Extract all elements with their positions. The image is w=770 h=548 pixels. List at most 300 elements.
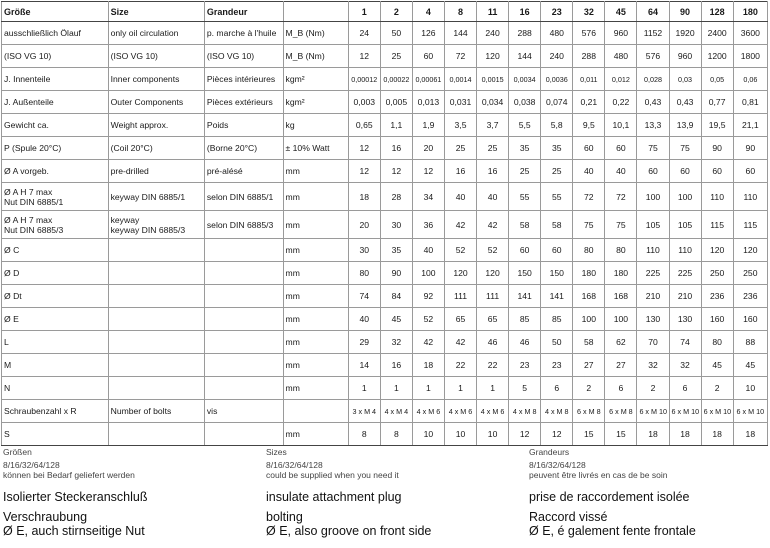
- value-cell: 160: [701, 308, 733, 331]
- table-row: [2, 285, 768, 308]
- value-cell: 120: [477, 45, 509, 68]
- row-label-de: ausschließlich Ölauf: [2, 22, 109, 45]
- value-cell: 130: [637, 308, 669, 331]
- row-label-fr: vis: [204, 400, 283, 423]
- value-cell: 0,012: [605, 68, 637, 91]
- value-cell: 45: [701, 354, 733, 377]
- row-label-de: Schraubenzahl x R: [2, 400, 109, 423]
- header-size: 23: [541, 2, 573, 22]
- value-cell: 42: [444, 211, 476, 239]
- value-cell: 90: [380, 262, 412, 285]
- value-cell: 236: [733, 285, 767, 308]
- header-fr: Grandeur: [204, 2, 283, 22]
- value-cell: 85: [509, 308, 541, 331]
- value-cell: 1200: [701, 45, 733, 68]
- header-size: 11: [477, 2, 509, 22]
- table-row: [2, 377, 768, 400]
- row-unit: kgm²: [283, 91, 348, 114]
- value-cell: 0,005: [380, 91, 412, 114]
- value-cell: 36: [412, 211, 444, 239]
- row-unit: ± 10% Watt: [283, 137, 348, 160]
- value-cell: 0,03: [669, 68, 701, 91]
- footnote-sizes: 8/16/32/64/128: [266, 460, 323, 470]
- value-cell: 24: [348, 22, 380, 45]
- value-cell: 6 x M 10: [733, 400, 767, 423]
- footnote-de: [3, 447, 148, 538]
- value-cell: 1152: [637, 22, 669, 45]
- specification-table: [1, 1, 768, 446]
- value-cell: 10: [733, 377, 767, 400]
- row-unit: mm: [283, 211, 348, 239]
- value-cell: 32: [637, 354, 669, 377]
- value-cell: 6: [605, 377, 637, 400]
- value-cell: 0,81: [733, 91, 767, 114]
- header-size: 64: [637, 2, 669, 22]
- value-cell: 92: [412, 285, 444, 308]
- header-size: 90: [669, 2, 701, 22]
- value-cell: 40: [444, 183, 476, 211]
- value-cell: 25: [541, 160, 573, 183]
- footnote-bolt: bolting: [266, 510, 303, 524]
- value-cell: 12: [380, 160, 412, 183]
- value-cell: 4 x M 8: [541, 400, 573, 423]
- value-cell: 100: [573, 308, 605, 331]
- row-label-de: Gewicht ca.: [2, 114, 109, 137]
- value-cell: 0,0036: [541, 68, 573, 91]
- value-cell: 120: [444, 262, 476, 285]
- row-unit: [283, 400, 348, 423]
- row-label-en: (Coil 20°C): [108, 137, 204, 160]
- footnote-groove: Ø E, auch stirnseitige Nut: [3, 524, 145, 538]
- value-cell: 0,0015: [477, 68, 509, 91]
- footnote-plug: insulate attachment plug: [266, 490, 402, 504]
- row-label-fr: [204, 262, 283, 285]
- value-cell: 6 x M 8: [573, 400, 605, 423]
- footnote-sizes: 8/16/32/64/128: [3, 460, 60, 470]
- value-cell: 70: [637, 331, 669, 354]
- footnote-bolt: Verschraubung: [3, 510, 88, 524]
- row-label-fr: pré-alésé: [204, 160, 283, 183]
- row-label-de: L: [2, 331, 109, 354]
- value-cell: 40: [412, 239, 444, 262]
- value-cell: 250: [733, 262, 767, 285]
- row-unit: M_B (Nm): [283, 45, 348, 68]
- row-label-en: [108, 354, 204, 377]
- header-de: Größe: [2, 2, 109, 22]
- value-cell: 60: [573, 137, 605, 160]
- value-cell: 3600: [733, 22, 767, 45]
- value-cell: 42: [477, 211, 509, 239]
- row-label-fr: (Borne 20°C): [204, 137, 283, 160]
- value-cell: 88: [733, 331, 767, 354]
- row-unit: mm: [283, 285, 348, 308]
- value-cell: 4 x M 6: [477, 400, 509, 423]
- value-cell: 60: [541, 239, 573, 262]
- value-cell: 50: [380, 22, 412, 45]
- footnote-bolt: Raccord vissé: [529, 510, 608, 524]
- footnote-plug: Isolierter Steckeranschluß: [3, 490, 148, 504]
- value-cell: 1920: [669, 22, 701, 45]
- value-cell: 1: [380, 377, 412, 400]
- row-label-de: J. Innenteile: [2, 68, 109, 91]
- value-cell: 2: [637, 377, 669, 400]
- table-row: [2, 400, 768, 423]
- value-cell: 18: [669, 423, 701, 446]
- value-cell: 75: [573, 211, 605, 239]
- row-label-fr: [204, 423, 283, 446]
- value-cell: 84: [380, 285, 412, 308]
- header-unit: [283, 2, 348, 22]
- footnote-sizes: 8/16/32/64/128: [529, 460, 586, 470]
- value-cell: 60: [733, 160, 767, 183]
- value-cell: 23: [541, 354, 573, 377]
- footnote-groove: Ø E, é galement fente frontale: [529, 524, 696, 538]
- value-cell: 1800: [733, 45, 767, 68]
- row-label-fr: Poids: [204, 114, 283, 137]
- footnote-groove: Ø E, also groove on front side: [266, 524, 432, 538]
- value-cell: 0,0034: [509, 68, 541, 91]
- value-cell: 29: [348, 331, 380, 354]
- value-cell: 3 x M 4: [348, 400, 380, 423]
- value-cell: 55: [541, 183, 573, 211]
- table-row: [2, 183, 768, 211]
- value-cell: 46: [509, 331, 541, 354]
- row-label-en: (ISO VG 10): [108, 45, 204, 68]
- value-cell: 60: [701, 160, 733, 183]
- value-cell: 0,43: [669, 91, 701, 114]
- row-label-fr: Pièces extérieurs: [204, 91, 283, 114]
- value-cell: 100: [412, 262, 444, 285]
- value-cell: 58: [509, 211, 541, 239]
- value-cell: 180: [573, 262, 605, 285]
- row-label-en: Number of bolts: [108, 400, 204, 423]
- row-label-de: Ø A H 7 max Nut DIN 6885/3: [2, 211, 109, 239]
- value-cell: 10,1: [605, 114, 637, 137]
- table-row: [2, 45, 768, 68]
- value-cell: 35: [541, 137, 573, 160]
- value-cell: 6 x M 10: [701, 400, 733, 423]
- value-cell: 21,1: [733, 114, 767, 137]
- value-cell: 160: [733, 308, 767, 331]
- value-cell: 42: [444, 331, 476, 354]
- row-label-fr: (ISO VG 10): [204, 45, 283, 68]
- table-row: [2, 211, 768, 239]
- header-size: 45: [605, 2, 637, 22]
- row-unit: mm: [283, 160, 348, 183]
- value-cell: 288: [509, 22, 541, 45]
- value-cell: 105: [669, 211, 701, 239]
- row-label-en: [108, 331, 204, 354]
- table-row: [2, 331, 768, 354]
- value-cell: 110: [733, 183, 767, 211]
- value-cell: 60: [669, 160, 701, 183]
- value-cell: 240: [541, 45, 573, 68]
- value-cell: 28: [380, 183, 412, 211]
- value-cell: 111: [444, 285, 476, 308]
- value-cell: 250: [701, 262, 733, 285]
- row-unit: kg: [283, 114, 348, 137]
- value-cell: 0,038: [509, 91, 541, 114]
- value-cell: 2: [573, 377, 605, 400]
- value-cell: 225: [669, 262, 701, 285]
- value-cell: 18: [733, 423, 767, 446]
- row-unit: mm: [283, 423, 348, 446]
- value-cell: 110: [637, 239, 669, 262]
- row-label-fr: [204, 331, 283, 354]
- row-unit: mm: [283, 331, 348, 354]
- row-label-fr: [204, 285, 283, 308]
- value-cell: 10: [444, 423, 476, 446]
- footnote-note: peuvent être livrés en cas de be soin: [529, 470, 668, 480]
- table-row: [2, 91, 768, 114]
- header-size: 128: [701, 2, 733, 22]
- value-cell: 12: [348, 45, 380, 68]
- row-label-fr: [204, 377, 283, 400]
- header-size: 4: [412, 2, 444, 22]
- value-cell: 115: [733, 211, 767, 239]
- footnote-note: können bei Bedarf geliefert werden: [3, 470, 135, 480]
- value-cell: 141: [509, 285, 541, 308]
- value-cell: 12: [412, 160, 444, 183]
- row-label-de: S: [2, 423, 109, 446]
- row-unit: mm: [283, 354, 348, 377]
- value-cell: 0,00061: [412, 68, 444, 91]
- value-cell: 0,00012: [348, 68, 380, 91]
- value-cell: 65: [444, 308, 476, 331]
- row-label-en: Weight approx.: [108, 114, 204, 137]
- value-cell: 10: [477, 423, 509, 446]
- value-cell: 15: [605, 423, 637, 446]
- value-cell: 32: [669, 354, 701, 377]
- value-cell: 10: [412, 423, 444, 446]
- value-cell: 120: [733, 239, 767, 262]
- value-cell: 5,5: [509, 114, 541, 137]
- value-cell: 58: [541, 211, 573, 239]
- table-header-row: [2, 2, 768, 22]
- value-cell: 0,003: [348, 91, 380, 114]
- value-cell: 12: [509, 423, 541, 446]
- row-unit: mm: [283, 308, 348, 331]
- header-size: 8: [444, 2, 476, 22]
- value-cell: 6 x M 10: [637, 400, 669, 423]
- footnote-head: Sizes: [266, 447, 287, 457]
- value-cell: 2: [701, 377, 733, 400]
- value-cell: 72: [444, 45, 476, 68]
- table-row: [2, 262, 768, 285]
- row-unit: kgm²: [283, 68, 348, 91]
- header-en: Size: [108, 2, 204, 22]
- row-label-fr: selon DIN 6885/1: [204, 183, 283, 211]
- value-cell: 111: [477, 285, 509, 308]
- value-cell: 18: [701, 423, 733, 446]
- value-cell: 0,21: [573, 91, 605, 114]
- value-cell: 40: [348, 308, 380, 331]
- value-cell: 40: [573, 160, 605, 183]
- value-cell: 100: [637, 183, 669, 211]
- footnote-head: Größen: [3, 447, 32, 457]
- row-label-en: Inner components: [108, 68, 204, 91]
- value-cell: 12: [348, 137, 380, 160]
- value-cell: 210: [669, 285, 701, 308]
- row-label-en: pre-drilled: [108, 160, 204, 183]
- value-cell: 72: [573, 183, 605, 211]
- value-cell: 18: [637, 423, 669, 446]
- value-cell: 120: [477, 262, 509, 285]
- value-cell: 18: [348, 183, 380, 211]
- header-size: 180: [733, 2, 767, 22]
- value-cell: 168: [605, 285, 637, 308]
- value-cell: 50: [541, 331, 573, 354]
- row-unit: M_B (Nm): [283, 22, 348, 45]
- value-cell: 55: [509, 183, 541, 211]
- row-label-en: [108, 285, 204, 308]
- value-cell: 0,00022: [380, 68, 412, 91]
- value-cell: 22: [477, 354, 509, 377]
- value-cell: 100: [605, 308, 637, 331]
- row-label-fr: Pièces intérieures: [204, 68, 283, 91]
- header-size: 1: [348, 2, 380, 22]
- row-label-fr: selon DIN 6885/3: [204, 211, 283, 239]
- value-cell: 960: [605, 22, 637, 45]
- value-cell: 75: [605, 211, 637, 239]
- value-cell: 25: [509, 160, 541, 183]
- value-cell: 8: [380, 423, 412, 446]
- row-label-de: Ø A vorgeb.: [2, 160, 109, 183]
- value-cell: 80: [348, 262, 380, 285]
- value-cell: 0,43: [637, 91, 669, 114]
- value-cell: 75: [637, 137, 669, 160]
- value-cell: 58: [573, 331, 605, 354]
- value-cell: 225: [637, 262, 669, 285]
- value-cell: 0,06: [733, 68, 767, 91]
- footnote-plug: prise de raccordement isolée: [529, 490, 690, 504]
- value-cell: 32: [380, 331, 412, 354]
- value-cell: 0,011: [573, 68, 605, 91]
- row-label-fr: p. marche à l'huile: [204, 22, 283, 45]
- row-label-de: Ø E: [2, 308, 109, 331]
- value-cell: 5: [509, 377, 541, 400]
- row-unit: mm: [283, 183, 348, 211]
- value-cell: 20: [412, 137, 444, 160]
- row-label-fr: [204, 308, 283, 331]
- table-row: [2, 308, 768, 331]
- value-cell: 35: [380, 239, 412, 262]
- value-cell: 141: [541, 285, 573, 308]
- value-cell: 150: [541, 262, 573, 285]
- value-cell: 60: [412, 45, 444, 68]
- value-cell: 8: [348, 423, 380, 446]
- value-cell: 0,05: [701, 68, 733, 91]
- value-cell: 0,22: [605, 91, 637, 114]
- row-label-en: [108, 377, 204, 400]
- row-label-de: P (Spule 20°C): [2, 137, 109, 160]
- value-cell: 75: [669, 137, 701, 160]
- value-cell: 2400: [701, 22, 733, 45]
- row-unit: mm: [283, 377, 348, 400]
- footnote-head: Grandeurs: [529, 447, 570, 457]
- value-cell: 240: [477, 22, 509, 45]
- value-cell: 13,9: [669, 114, 701, 137]
- value-cell: 288: [573, 45, 605, 68]
- value-cell: 80: [605, 239, 637, 262]
- row-label-de: (ISO VG 10): [2, 45, 109, 68]
- value-cell: 0,034: [477, 91, 509, 114]
- value-cell: 6: [669, 377, 701, 400]
- value-cell: 1: [444, 377, 476, 400]
- value-cell: 0,013: [412, 91, 444, 114]
- row-label-en: Outer Components: [108, 91, 204, 114]
- value-cell: 90: [733, 137, 767, 160]
- value-cell: 60: [605, 137, 637, 160]
- row-label-en: only oil circulation: [108, 22, 204, 45]
- value-cell: 19,5: [701, 114, 733, 137]
- row-label-de: Ø D: [2, 262, 109, 285]
- value-cell: 34: [412, 183, 444, 211]
- value-cell: 4 x M 4: [380, 400, 412, 423]
- value-cell: 45: [733, 354, 767, 377]
- value-cell: 14: [348, 354, 380, 377]
- header-size: 32: [573, 2, 605, 22]
- table-body: [2, 22, 768, 446]
- value-cell: 15: [573, 423, 605, 446]
- header-size: 2: [380, 2, 412, 22]
- table-row: [2, 114, 768, 137]
- footnote-note: could be supplied when you need it: [266, 470, 399, 480]
- value-cell: 168: [573, 285, 605, 308]
- value-cell: 12: [348, 160, 380, 183]
- value-cell: 85: [541, 308, 573, 331]
- value-cell: 16: [477, 160, 509, 183]
- table-row: [2, 137, 768, 160]
- row-label-de: Ø C: [2, 239, 109, 262]
- value-cell: 20: [348, 211, 380, 239]
- value-cell: 480: [541, 22, 573, 45]
- value-cell: 144: [509, 45, 541, 68]
- value-cell: 72: [605, 183, 637, 211]
- value-cell: 4 x M 6: [444, 400, 476, 423]
- value-cell: 115: [701, 211, 733, 239]
- value-cell: 120: [701, 239, 733, 262]
- row-label-de: N: [2, 377, 109, 400]
- value-cell: 16: [380, 137, 412, 160]
- row-label-de: M: [2, 354, 109, 377]
- row-label-en: [108, 308, 204, 331]
- value-cell: 1,9: [412, 114, 444, 137]
- value-cell: 1: [348, 377, 380, 400]
- value-cell: 1: [412, 377, 444, 400]
- value-cell: 4 x M 8: [509, 400, 541, 423]
- value-cell: 110: [669, 239, 701, 262]
- row-label-en: [108, 262, 204, 285]
- value-cell: 22: [444, 354, 476, 377]
- value-cell: 236: [701, 285, 733, 308]
- value-cell: 0,0014: [444, 68, 476, 91]
- value-cell: 62: [605, 331, 637, 354]
- value-cell: 80: [573, 239, 605, 262]
- value-cell: 3,5: [444, 114, 476, 137]
- value-cell: 130: [669, 308, 701, 331]
- footnote-fr: [529, 447, 696, 538]
- table-row: [2, 160, 768, 183]
- row-label-de: Ø A H 7 max Nut DIN 6885/1: [2, 183, 109, 211]
- value-cell: 144: [444, 22, 476, 45]
- value-cell: 150: [509, 262, 541, 285]
- value-cell: 52: [412, 308, 444, 331]
- value-cell: 480: [605, 45, 637, 68]
- value-cell: 74: [669, 331, 701, 354]
- value-cell: 35: [509, 137, 541, 160]
- value-cell: 5,8: [541, 114, 573, 137]
